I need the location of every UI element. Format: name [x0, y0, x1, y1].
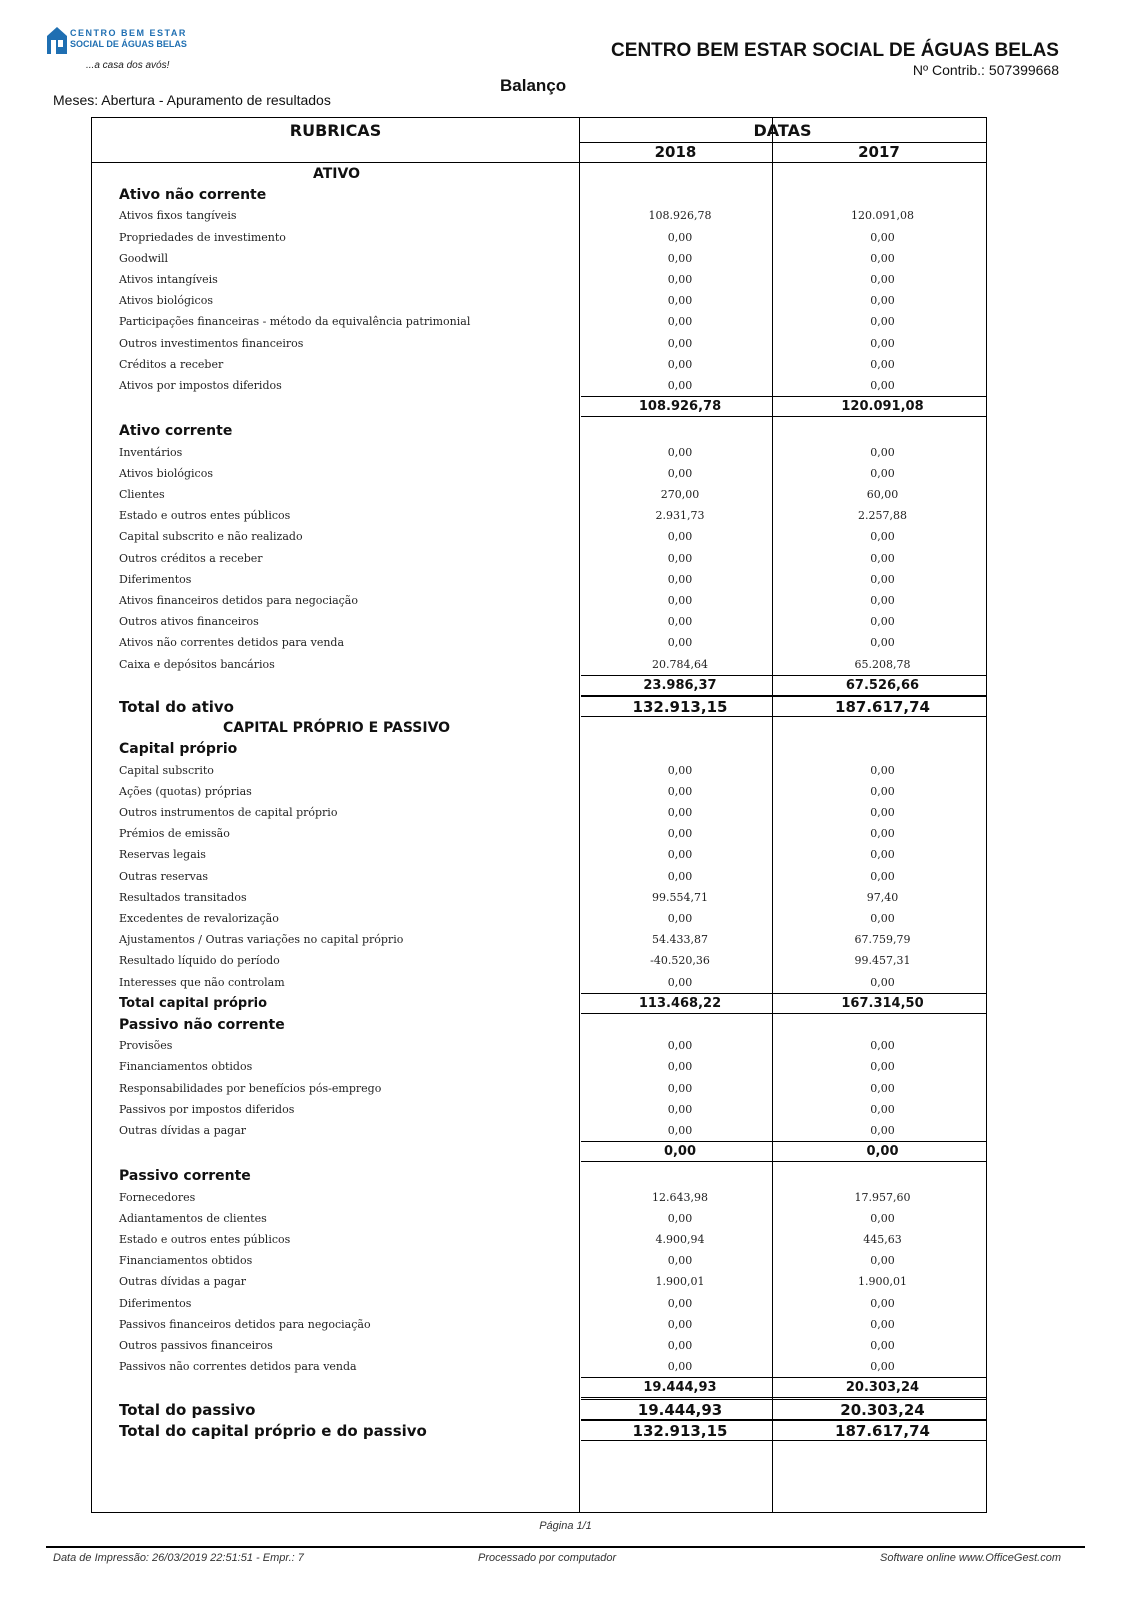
- row-label: CAPITAL PRÓPRIO E PASSIVO: [222, 720, 451, 737]
- row-label: Outros passivos financeiros: [119, 1339, 273, 1352]
- row-label: Outros investimentos financeiros: [119, 336, 304, 350]
- value-2017: 445,63: [863, 1233, 902, 1246]
- value-2018: 0,00: [667, 530, 693, 544]
- row-label: Diferimentos: [119, 1296, 192, 1310]
- row-label: Estado e outros entes públicos: [119, 1233, 291, 1246]
- table-row-total: [92, 1420, 988, 1442]
- value-2018: 0,00: [667, 975, 693, 989]
- value-2017: 0,00: [870, 763, 895, 777]
- table-row-subtotal: [92, 396, 988, 418]
- value-2018: 0,00: [667, 1102, 693, 1116]
- value-2017: 0,00: [870, 572, 895, 586]
- value-2017: 67.526,66: [845, 677, 920, 693]
- value-2018: 0,00: [663, 1144, 697, 1160]
- row-label: Ajustamentos / Outras variações no capital próprio: [119, 933, 404, 947]
- row-label: Passivo não corrente: [119, 1017, 285, 1033]
- value-2017: 0,00: [870, 1296, 895, 1310]
- table-row-subtotal: [92, 1141, 988, 1163]
- value-2017: 167.314,50: [841, 995, 924, 1011]
- table-row-item: [92, 844, 988, 866]
- table-row-item: [92, 290, 988, 312]
- table-row-item: [92, 1056, 988, 1078]
- row-label: Passivo corrente: [119, 1168, 251, 1185]
- software-credit: Software online www.OfficeGest.com: [880, 1552, 1061, 1564]
- table-row-item: [92, 972, 988, 994]
- row-label: Goodwill: [119, 251, 169, 265]
- row-label: Ativos por impostos diferidos: [119, 379, 282, 392]
- company-logo: [46, 24, 206, 76]
- row-label: Outros instrumentos de capital próprio: [119, 806, 338, 819]
- contrib-label: Nº Contrib.:: [912, 62, 985, 78]
- value-2018: 0,00: [667, 827, 693, 841]
- value-2017: 0,00: [870, 551, 895, 565]
- table-row-item: [92, 908, 988, 930]
- row-label: Ativos intangíveis: [119, 273, 218, 286]
- table-row-item: [92, 590, 988, 612]
- table-row-total: [92, 1399, 988, 1421]
- value-2018: 1.900,01: [655, 1275, 705, 1289]
- table-row-item: [92, 526, 988, 548]
- table-row-section: [92, 1014, 988, 1036]
- table-row-section: [92, 184, 988, 206]
- value-2018: 0,00: [667, 445, 693, 459]
- table-row-item: [92, 1356, 988, 1378]
- value-2017: 0,00: [870, 1039, 895, 1053]
- row-label: Capital subscrito: [119, 763, 214, 777]
- value-2017: 0,00: [870, 273, 895, 286]
- value-2018: 0,00: [667, 1296, 693, 1310]
- value-2018: 0,00: [667, 636, 693, 650]
- row-label: Ações (quotas) próprias: [119, 784, 252, 798]
- value-2017: 120.091,08: [851, 209, 914, 223]
- row-label: Total capital próprio: [119, 995, 268, 1011]
- row-label: Propriedades de investimento: [119, 230, 286, 244]
- value-2017: 0,00: [870, 615, 895, 629]
- value-2018: 0,00: [667, 315, 693, 329]
- row-label: Ativos não correntes detidos para venda: [119, 636, 345, 650]
- value-2017: 0,00: [870, 530, 895, 544]
- contrib-value: 507399668: [988, 62, 1059, 78]
- value-2017: 0,00: [870, 636, 895, 650]
- table-row-item: [92, 442, 988, 464]
- table-row-item: [92, 1078, 988, 1100]
- value-2017: 0,00: [870, 379, 895, 392]
- row-label: Total do ativo: [119, 698, 234, 716]
- table-row-item: [92, 1208, 988, 1230]
- row-label: Financiamentos obtidos: [119, 1060, 253, 1074]
- value-2018: -40.520,36: [650, 954, 710, 968]
- row-label: Outras dívidas a pagar: [119, 1275, 247, 1289]
- value-2018: 99.554,71: [652, 890, 708, 904]
- value-2018: 23.986,37: [643, 677, 717, 693]
- table-row-item: [92, 227, 988, 249]
- months-info: Meses: Abertura - Apuramento de resultados: [53, 92, 331, 108]
- row-label: Provisões: [119, 1039, 173, 1053]
- value-2018: 108.926,78: [638, 399, 722, 415]
- row-label: Ativos biológicos: [119, 466, 213, 480]
- row-label: Capital subscrito e não realizado: [119, 530, 303, 544]
- print-date: Data de Impressão: 26/03/2019 22:51:51 - Empr.: 7: [53, 1552, 304, 1564]
- value-2018: 0,00: [667, 869, 693, 883]
- table-row-item: [92, 1271, 988, 1293]
- value-2017: 0,00: [870, 1317, 895, 1331]
- table-row-item: [92, 866, 988, 888]
- value-2018: 0,00: [667, 912, 693, 925]
- row-label: Ativos biológicos: [119, 294, 213, 308]
- row-label: Resultado líquido do período: [119, 954, 280, 968]
- row-label: Adiantamentos de clientes: [119, 1211, 267, 1225]
- row-label: Financiamentos obtidos: [119, 1254, 253, 1268]
- table-row-item: [92, 887, 988, 909]
- value-2018: 0,00: [667, 336, 693, 350]
- table-row-item: [92, 781, 988, 803]
- page-number: Página 1/1: [539, 1520, 592, 1532]
- row-label: Ativos fixos tangíveis: [119, 209, 237, 223]
- value-2017: 2.257,88: [858, 509, 907, 523]
- value-2018: 0,00: [667, 551, 693, 565]
- value-2018: 0,00: [667, 763, 693, 777]
- value-2018: 54.433,87: [652, 933, 708, 947]
- row-label: Outros créditos a receber: [119, 551, 263, 565]
- value-2017: 0,00: [870, 251, 895, 265]
- value-2017: 0,00: [870, 1081, 895, 1095]
- table-row-item: [92, 248, 988, 270]
- value-2018: 0,00: [667, 615, 693, 629]
- table-row-section: [92, 420, 988, 442]
- value-2017: 0,00: [870, 1339, 895, 1352]
- table-row-item: [92, 611, 988, 633]
- logo-line-2: SOCIAL DE ÁGUAS BELAS: [70, 39, 187, 49]
- row-label: Créditos a receber: [119, 357, 224, 371]
- row-label: Resultados transitados: [119, 890, 247, 904]
- value-2018: 0,00: [667, 1211, 693, 1225]
- value-2017: 0,00: [870, 336, 895, 350]
- value-2017: 0,00: [870, 1060, 895, 1074]
- table-row-item: [92, 950, 988, 972]
- table-row-item: [92, 505, 988, 527]
- table-row-item: [92, 1035, 988, 1057]
- table-row-item: [92, 1250, 988, 1272]
- value-2018: 0,00: [667, 357, 693, 371]
- value-2017: 0,00: [870, 594, 895, 607]
- row-label: Passivos por impostos diferidos: [119, 1102, 295, 1116]
- table-row-item: [92, 1099, 988, 1121]
- value-2017: 20.303,24: [845, 1380, 920, 1396]
- row-label: Excedentes de revalorização: [119, 912, 279, 925]
- row-label: Participações financeiras - método da equivalência patrimonial: [119, 315, 471, 329]
- value-2017: 0,00: [870, 315, 895, 329]
- value-2018: 0,00: [667, 1254, 693, 1268]
- value-2017: 0,00: [870, 784, 895, 798]
- value-2018: 2.931,73: [655, 509, 705, 523]
- value-2018: 0,00: [667, 251, 693, 265]
- row-label: Fornecedores: [119, 1190, 196, 1204]
- table-row-item: [92, 311, 988, 333]
- value-2018: 0,00: [667, 784, 693, 798]
- row-label: Capital próprio: [119, 741, 238, 758]
- value-2017: 0,00: [870, 294, 895, 308]
- table-row-item: [92, 375, 988, 397]
- row-label: Ativo corrente: [119, 423, 233, 440]
- value-2018: 108.926,78: [648, 209, 712, 223]
- table-row-total: [92, 696, 988, 718]
- value-2018: 0,00: [667, 848, 693, 862]
- year-2017-header: 2017: [858, 143, 900, 161]
- value-2018: 0,00: [667, 1081, 693, 1095]
- value-2018: 12.643,98: [652, 1190, 708, 1204]
- processed-note: Processado por computador: [478, 1552, 617, 1564]
- row-label: ATIVO: [313, 166, 360, 182]
- table-row-item: [92, 929, 988, 951]
- value-2017: 0,00: [870, 466, 895, 480]
- logo-line-1: CENTRO BEM ESTAR: [70, 28, 187, 38]
- table-row-item: [92, 802, 988, 824]
- value-2018: 20.784,64: [652, 657, 708, 671]
- table-row-item: [92, 1187, 988, 1209]
- value-2018: 113.468,22: [638, 995, 722, 1011]
- table-row-item: [92, 205, 988, 227]
- table-row-item: [92, 654, 988, 676]
- row-label: Passivos financeiros detidos para negociação: [119, 1317, 371, 1331]
- value-2017: 0,00: [870, 869, 895, 883]
- value-2017: 67.759,79: [854, 933, 911, 947]
- value-2017: 0,00: [866, 1144, 899, 1160]
- value-2017: 97,40: [866, 890, 899, 904]
- table-row-item: [92, 823, 988, 845]
- value-2018: 0,00: [667, 1317, 693, 1331]
- value-2018: 132.913,15: [632, 1421, 728, 1440]
- value-2017: 65.208,78: [854, 657, 911, 671]
- value-2017: 0,00: [870, 827, 895, 841]
- value-2018: 0,00: [667, 294, 693, 308]
- table-row-item: [92, 333, 988, 355]
- row-label: Estado e outros entes públicos: [119, 509, 291, 523]
- value-2017: 187.617,74: [835, 698, 930, 716]
- value-2017: 0,00: [870, 1254, 895, 1268]
- logo-tagline: ...a casa dos avós!: [86, 60, 170, 71]
- value-2018: 0,00: [667, 1039, 693, 1053]
- row-label: Outros ativos financeiros: [119, 615, 259, 629]
- value-2017: 0,00: [870, 445, 895, 459]
- row-label: Outras dívidas a pagar: [119, 1124, 247, 1137]
- year-2018-header: 2018: [654, 143, 697, 161]
- table-row-item: [92, 760, 988, 782]
- value-2017: 0,00: [870, 975, 895, 989]
- value-2017: 0,00: [870, 1124, 895, 1137]
- value-2017: 0,00: [870, 1211, 895, 1225]
- row-label: Responsabilidades por benefícios pós-emprego: [119, 1081, 382, 1095]
- table-row-item: [92, 1229, 988, 1251]
- value-2017: 60,00: [866, 488, 899, 501]
- row-label: Reservas legais: [119, 848, 206, 862]
- value-2018: 19.444,93: [643, 1380, 717, 1396]
- value-2018: 0,00: [667, 230, 693, 244]
- datas-header: DATAS: [753, 121, 812, 140]
- row-label: Total do capital próprio e do passivo: [119, 1421, 427, 1440]
- value-2017: 0,00: [870, 357, 895, 371]
- table-row-subtotal: [92, 1377, 988, 1399]
- row-label: Ativos financeiros detidos para negociação: [119, 594, 358, 607]
- table-row-section: [92, 738, 988, 760]
- value-2017: 1.900,01: [858, 1275, 907, 1289]
- value-2018: 0,00: [667, 806, 693, 819]
- table-row-item: [92, 1314, 988, 1336]
- row-label: Passivos não correntes detidos para venda: [119, 1360, 357, 1374]
- value-2018: 0,00: [667, 1060, 693, 1074]
- house-logo-icon: [46, 26, 68, 56]
- row-label: Interesses que não controlam: [119, 975, 285, 989]
- table-row-subtotal: [92, 675, 988, 697]
- table-row-item: [92, 269, 988, 291]
- value-2018: 0,00: [667, 379, 693, 392]
- rubricas-header: RUBRICAS: [289, 121, 382, 140]
- row-label: Diferimentos: [119, 572, 192, 586]
- value-2017: 20.303,24: [840, 1400, 925, 1419]
- footer-divider: [46, 1546, 1085, 1548]
- table-row-section: [92, 1165, 988, 1187]
- value-2017: 0,00: [870, 1102, 895, 1116]
- value-2017: 99.457,31: [854, 954, 911, 968]
- value-2017: 0,00: [870, 912, 895, 925]
- company-name: CENTRO BEM ESTAR SOCIAL DE ÁGUAS BELAS: [611, 40, 1059, 61]
- table-row-item: [92, 548, 988, 570]
- value-2018: 0,00: [667, 273, 693, 286]
- value-2018: 132.913,15: [632, 698, 728, 716]
- table-row-heading: [92, 163, 988, 185]
- row-label: Total do passivo: [119, 1400, 256, 1419]
- value-2017: 0,00: [870, 1360, 895, 1374]
- table-row-item: [92, 354, 988, 376]
- value-2017: 0,00: [870, 848, 895, 862]
- value-2017: 187.617,74: [835, 1421, 930, 1440]
- value-2018: 0,00: [667, 466, 693, 480]
- value-2017: 120.091,08: [841, 399, 924, 415]
- document-title: Balanço: [500, 76, 567, 95]
- value-2018: 4.900,94: [655, 1233, 705, 1246]
- row-label: Prémios de emissão: [119, 827, 230, 841]
- contrib-number: [909, 62, 1059, 78]
- table-row-item: [92, 1293, 988, 1315]
- row-label: Ativo não corrente: [119, 187, 267, 204]
- value-2018: 0,00: [667, 594, 693, 607]
- table-row-item: [92, 463, 988, 485]
- row-label: Inventários: [119, 445, 183, 459]
- table-row-item: [92, 569, 988, 591]
- value-2018: 0,00: [667, 1124, 693, 1137]
- table-row-item: [92, 484, 988, 506]
- value-2018: 270,00: [660, 488, 700, 501]
- balance-sheet-table: [91, 117, 987, 1513]
- value-2017: 17.957,60: [854, 1190, 911, 1204]
- table-row-heading: [92, 717, 988, 739]
- row-label: Clientes: [119, 488, 165, 501]
- value-2018: 0,00: [667, 1360, 693, 1374]
- table-row-subtotal: [92, 993, 988, 1015]
- value-2018: 0,00: [667, 1339, 693, 1352]
- row-label: Caixa e depósitos bancários: [119, 657, 275, 671]
- table-row-item: [92, 1120, 988, 1142]
- row-label: Outras reservas: [119, 869, 209, 883]
- value-2017: 0,00: [870, 806, 895, 819]
- table-row-item: [92, 632, 988, 654]
- value-2018: 19.444,93: [637, 1400, 723, 1419]
- value-2018: 0,00: [667, 572, 693, 586]
- value-2017: 0,00: [870, 230, 895, 244]
- table-row-item: [92, 1335, 988, 1357]
